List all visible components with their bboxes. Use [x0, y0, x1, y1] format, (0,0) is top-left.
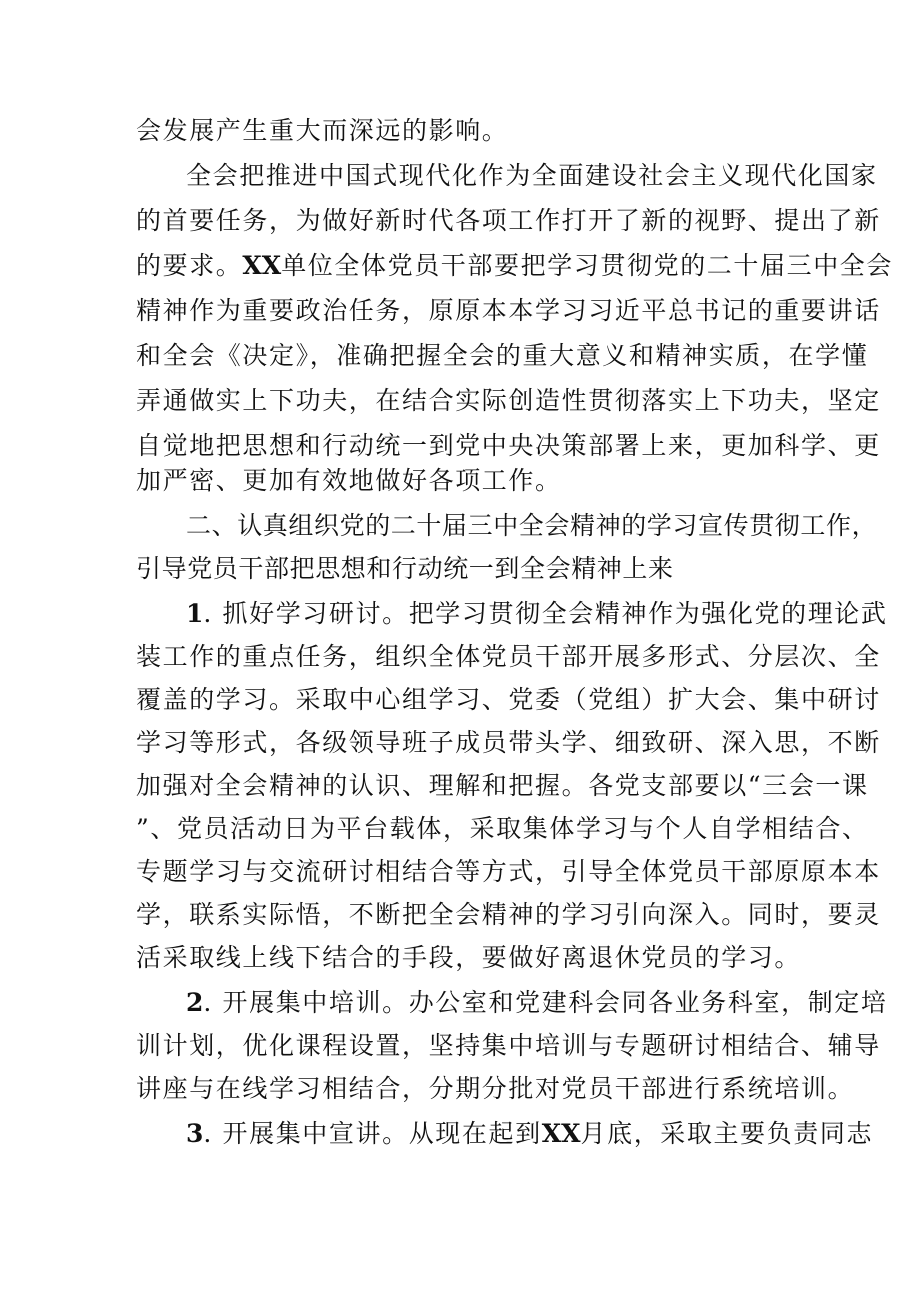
- section-heading: [186, 508, 878, 544]
- line-text: ”、党员活动日为平台载体，采取集体学习与个人自学相结合、: [136, 814, 869, 843]
- line-text: 学习等形式，各级领导班子成员带头学、细致研、深入思，不断: [136, 728, 881, 757]
- paragraph-line: [136, 811, 869, 847]
- paragraph-line: [136, 338, 869, 374]
- paragraph-line: [186, 985, 888, 1021]
- line-text: . 抓好学习研讨。把学习贯彻全会精神作为强化党的理论武: [203, 599, 888, 628]
- line-text: 讲座与在线学习相结合，分期分批对党员干部进行系统培训。: [136, 1074, 855, 1103]
- item-number: 2: [186, 988, 204, 1017]
- paragraph-line: [136, 1028, 881, 1064]
- line-text: . 开展集中宣讲。从现在起到: [203, 1119, 542, 1148]
- line-text: 精神作为重要政治任务，原原本本学习习近平总书记的重要讲话: [136, 296, 881, 325]
- paragraph-line: [136, 897, 881, 933]
- paragraph-line: [136, 725, 881, 761]
- item-number: 1: [186, 599, 204, 628]
- paragraph-line: [136, 203, 881, 239]
- line-text: 加严密、更加有效地做好各项工作。: [136, 466, 562, 495]
- line-text: 和全会《决定》，准确把握全会的重大意义和精神实质，在学懂: [136, 341, 869, 370]
- line-text: 全会把推进中国式现代化作为全面建设社会主义现代化国家: [186, 161, 878, 190]
- paragraph-line: [136, 639, 881, 675]
- line-text: 活采取线上线下结合的手段，要做好离退休党员的学习。: [136, 943, 802, 972]
- paragraph-line: [136, 293, 881, 329]
- line-text: 自觉地把思想和行动统一到党中央决策部署上来，更加科学、更: [136, 431, 881, 460]
- line-text: 会发展产生重大而深远的影响。: [136, 116, 509, 145]
- line-text: 月底，采取主要负责同志: [580, 1119, 874, 1148]
- line-text: 的首要任务，为做好新时代各项工作打开了新的视野、提出了新: [136, 206, 881, 235]
- heading-text: 二、认真组织党的二十届三中全会精神的学习宣传贯彻工作，: [186, 511, 878, 540]
- paragraph-line: [136, 940, 802, 976]
- line-text: 覆盖的学习。采取中心组学习、党委（党组）扩大会、集中研讨: [136, 685, 881, 714]
- paragraph-line: [136, 768, 869, 804]
- line-text: 专题学习与交流研讨相结合等方式，引导全体党员干部原原本本: [136, 857, 881, 886]
- section-heading: [136, 551, 796, 587]
- line-text: 装工作的重点任务，组织全体党员干部开展多形式、分层次、全: [136, 642, 881, 671]
- line-text: 的要求。: [136, 251, 243, 280]
- line-text: 弄通做实上下功夫，在结合实际创造性贯彻落实上下功夫，坚定: [136, 386, 881, 415]
- paragraph-line: [186, 158, 878, 194]
- paragraph-line: [136, 1071, 855, 1107]
- heading-text: 引导党员干部把思想和行动统一到全会精神上来: [136, 554, 674, 583]
- line-text: . 开展集中培训。办公室和党建科会同各业务科室，制定培: [203, 988, 888, 1017]
- paragraph-line: [136, 383, 881, 419]
- paragraph-line: [186, 596, 888, 632]
- line-text: 单位全体党员干部要把学习贯彻党的二十届三中全会: [281, 251, 894, 280]
- paragraph-line: [136, 113, 796, 149]
- line-text: 加强对全会精神的认识、理解和把握。各党支部要以“三会一课: [136, 771, 869, 800]
- paragraph-line: [136, 463, 796, 499]
- placeholder-xx: XX: [242, 251, 282, 280]
- item-number: 3: [186, 1119, 204, 1148]
- line-text: 学，联系实际悟，不断把全会精神的学习引向深入。同时，要灵: [136, 900, 881, 929]
- placeholder-xx: XX: [541, 1119, 581, 1148]
- paragraph-line: [136, 248, 894, 284]
- paragraph-line: [136, 428, 881, 464]
- paragraph-line: [136, 682, 881, 718]
- line-text: 训计划，优化课程设置，坚持集中培训与专题研讨相结合、辅导: [136, 1031, 881, 1060]
- paragraph-line: [186, 1116, 874, 1152]
- paragraph-line: [136, 854, 881, 890]
